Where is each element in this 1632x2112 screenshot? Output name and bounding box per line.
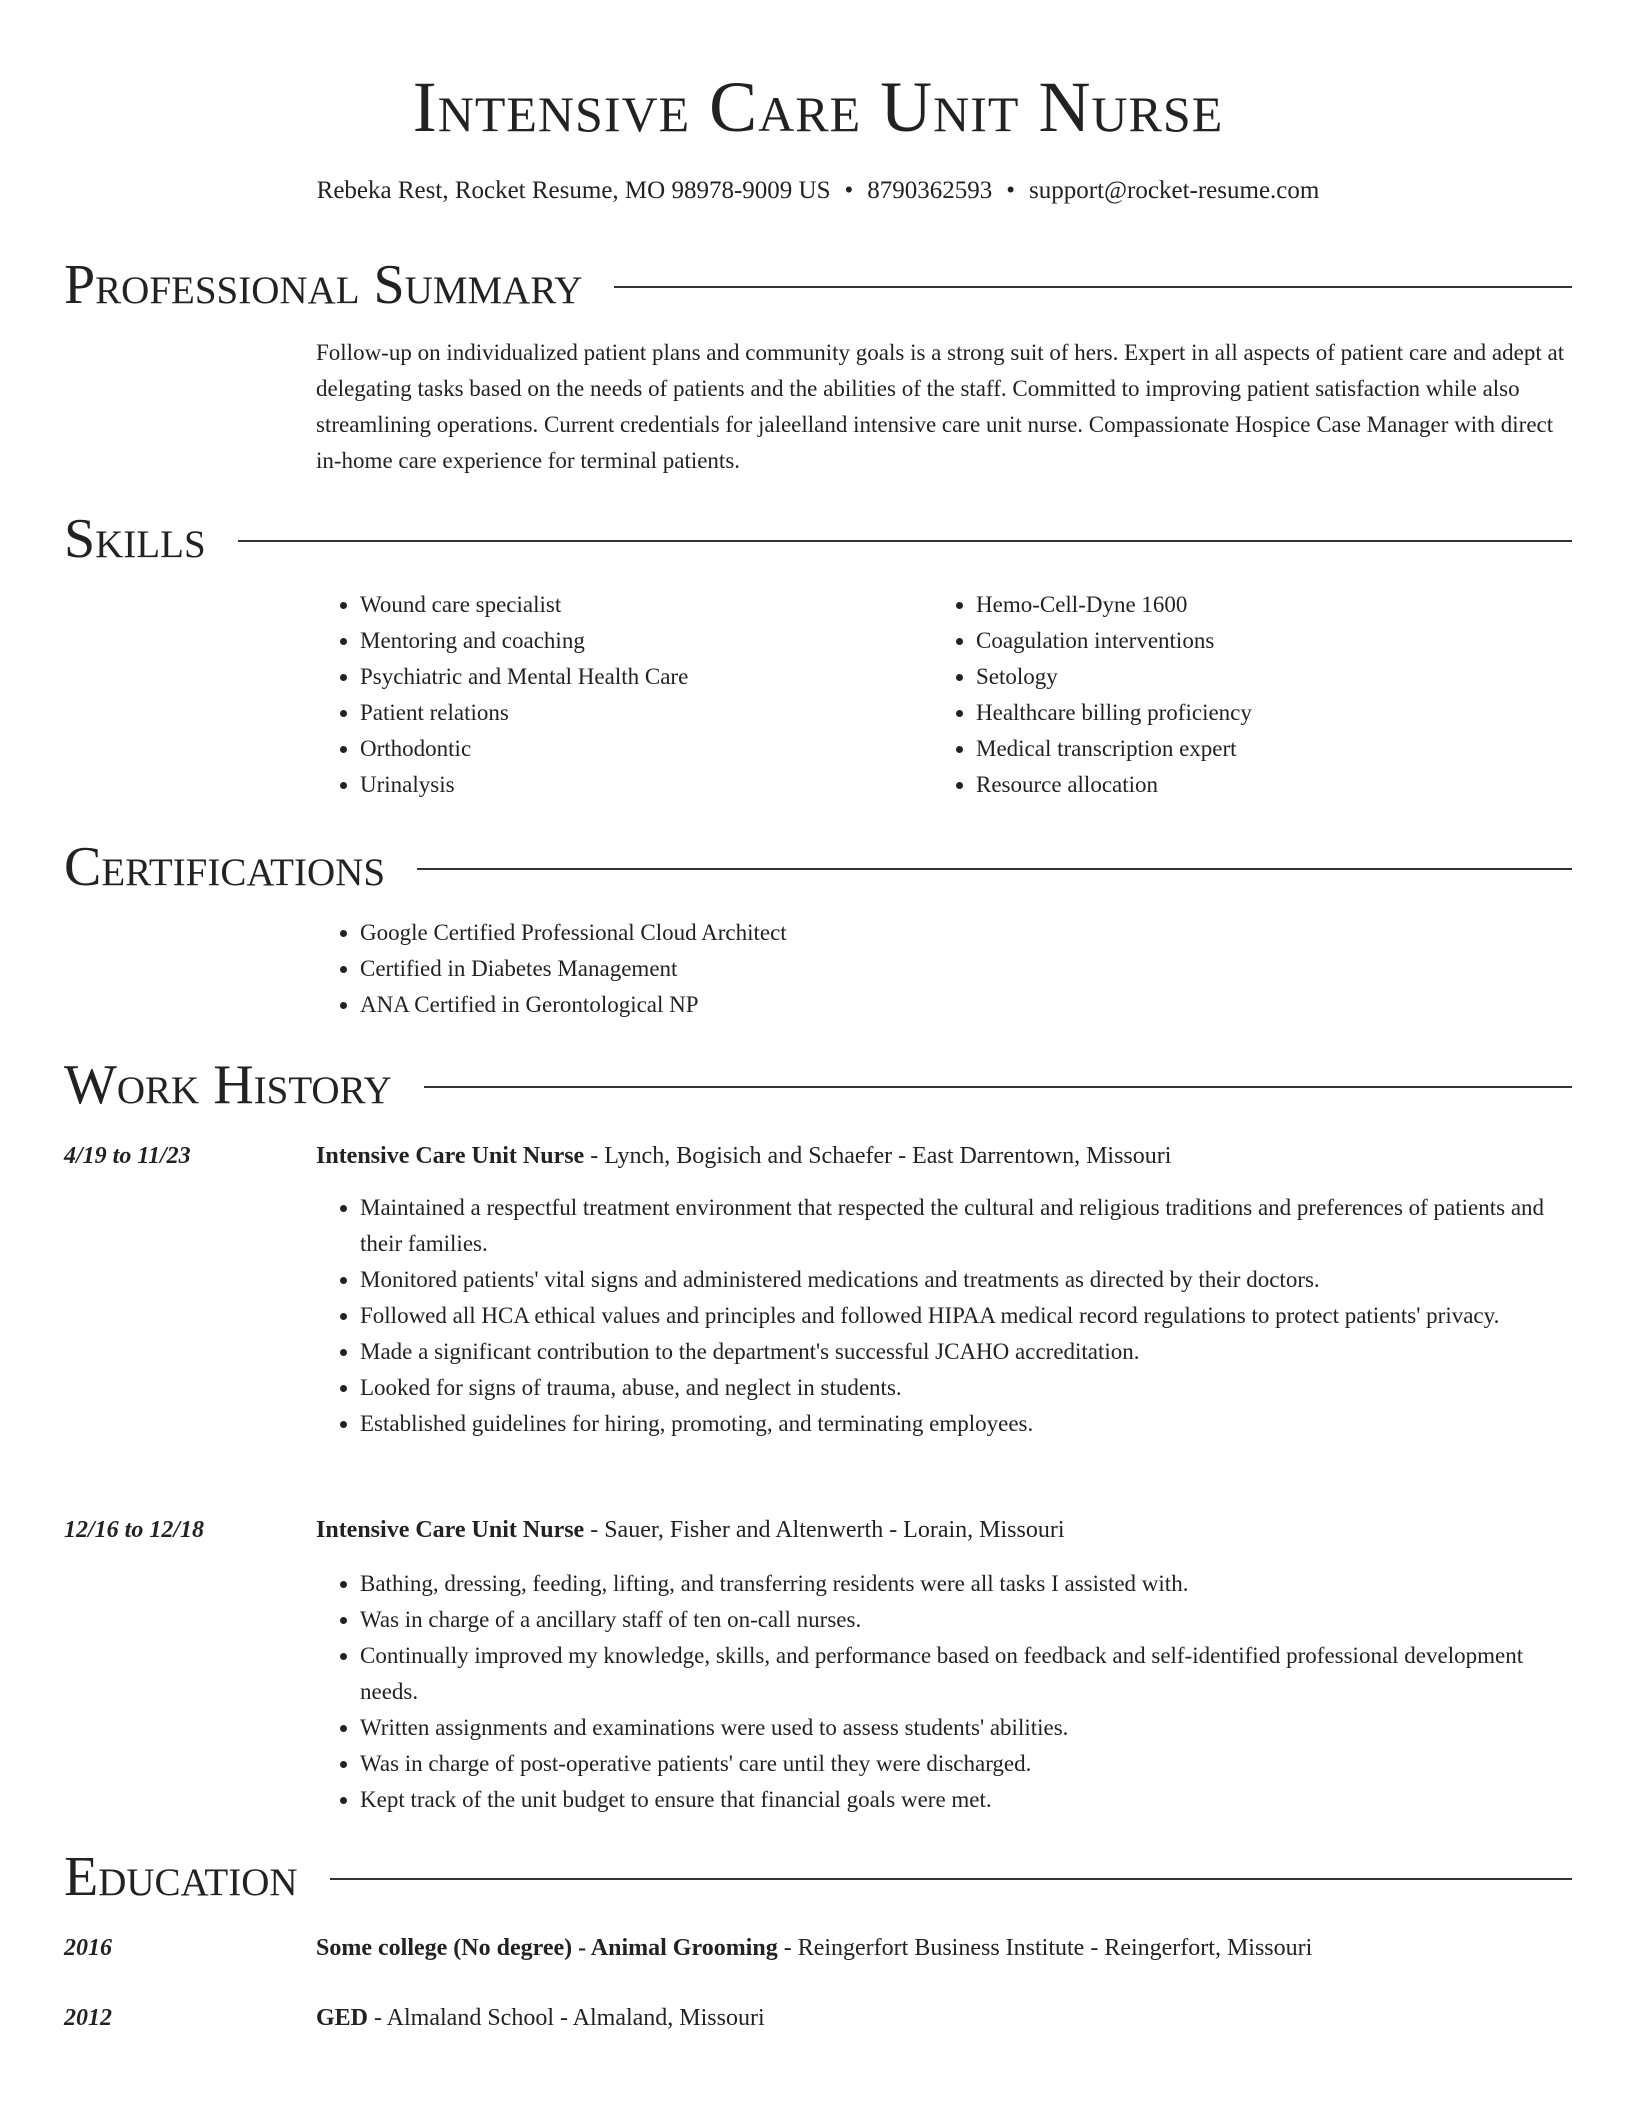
contact-separator: • <box>844 177 854 204</box>
section-title-education: Education <box>64 1846 298 1908</box>
job-duty-item: • Established guidelines for hiring, promoting, and terminating employees. <box>360 1406 1572 1442</box>
education-entry <box>316 2000 1572 2036</box>
contact-separator: • <box>1006 177 1016 204</box>
job-duties-list <box>316 1190 1572 1442</box>
section-title-work: Work History <box>64 1054 392 1116</box>
job-employer-location: - Lynch, Bogisich and Schaefer - East Darrentown, Missouri <box>584 1143 1172 1169</box>
certifications-list <box>316 915 1572 1023</box>
skill-item: • Hemo-Cell-Dyne 1600 <box>976 587 1532 623</box>
education-degree: GED <box>316 2005 369 2031</box>
section-title-skills: Skills <box>64 508 206 570</box>
certification-item: • Certified in Diabetes Management <box>360 951 1572 987</box>
skill-item: • Setology <box>976 659 1532 695</box>
skill-item: • Coagulation interventions <box>976 623 1532 659</box>
resume-title: Intensive Care Unit Nurse <box>412 67 1224 147</box>
section-divider <box>238 540 1572 542</box>
skill-item: • Medical transcription expert <box>976 731 1532 767</box>
job-duties <box>316 1190 1572 1442</box>
job-duty-item: • Made a significant contribution to the department's successful JCAHO accreditation. <box>360 1334 1572 1370</box>
skills-list-left <box>316 587 916 803</box>
section-title-summary: Professional Summary <box>64 254 583 316</box>
job-duty-item: • Bathing, dressing, feeding, lifting, and transferring residents were all tasks I assisted with. <box>360 1566 1572 1602</box>
skill-item: • Urinalysis <box>360 767 916 803</box>
job-dates: 4/19 to 11/23 <box>64 1143 191 1169</box>
section-header-education <box>64 1844 1572 1910</box>
job-dates: 12/16 to 12/18 <box>64 1517 205 1543</box>
contact-phone: 8790362593 <box>867 177 993 204</box>
job-duty-item: • Looked for signs of trauma, abuse, and neglect in students. <box>360 1370 1572 1406</box>
certification-item: • Google Certified Professional Cloud Architect <box>360 915 1572 951</box>
job-duty-item: • Was in charge of a ancillary staff of ten on-call nurses. <box>360 1602 1572 1638</box>
contact-address: Rebeka Rest, Rocket Resume, MO 98978-9009 US <box>316 177 831 204</box>
job-duties <box>316 1566 1572 1818</box>
job-duty-item: • Written assignments and examinations were used to assess students' abilities. <box>360 1710 1572 1746</box>
section-header-work <box>64 1052 1572 1118</box>
contact-line <box>64 174 1572 208</box>
section-header-summary <box>64 252 1572 318</box>
skill-item: • Resource allocation <box>976 767 1532 803</box>
education-school-location: - Reingerfort Business Institute - Reingerfort, Missouri <box>777 1935 1313 1961</box>
job-duty-item: • Monitored patients' vital signs and administered medications and treatments as directed by their doctors. <box>360 1262 1572 1298</box>
section-header-certifications <box>64 834 1572 900</box>
summary-text: Follow-up on individualized patient plans and community goals is a strong suit of hers. Expert in all aspects of patient care and adept at delegating tasks based on the needs of patients and the abilities of the staff. Committed to improving patient satisfaction while also streamlining operations. Current credentials for jaleelland intensive care unit nurse. Compassionate Hospice Case Manager with direct in-home care experience for terminal patients. <box>316 340 1565 473</box>
job-employer-location: - Sauer, Fisher and Altenwerth - Lorain, Missouri <box>584 1517 1065 1543</box>
section-header-skills <box>64 506 1572 572</box>
certification-item: • ANA Certified in Gerontological NP <box>360 987 1572 1023</box>
education-year: 2016 <box>64 1935 112 1961</box>
skills-column-left <box>316 587 916 803</box>
section-divider <box>417 868 1572 870</box>
job-duty-item: • Was in charge of post-operative patients' care until they were discharged. <box>360 1746 1572 1782</box>
skill-item: • Healthcare billing proficiency <box>976 695 1532 731</box>
education-year: 2012 <box>64 2005 112 2031</box>
skill-item: • Mentoring and coaching <box>360 623 916 659</box>
section-divider <box>330 1878 1572 1880</box>
job-duty-item: • Maintained a respectful treatment environment that respected the cultural and religious traditions and preferences of patients and their families. <box>360 1190 1572 1262</box>
job-duties-list <box>316 1566 1572 1818</box>
job-title: Intensive Care Unit Nurse <box>316 1517 585 1543</box>
skill-item: • Orthodontic <box>360 731 916 767</box>
section-divider <box>424 1086 1572 1088</box>
skill-item: • Wound care specialist <box>360 587 916 623</box>
job-title: Intensive Care Unit Nurse <box>316 1143 585 1169</box>
skills-column-right <box>932 587 1532 803</box>
job-duty-item: • Followed all HCA ethical values and principles and followed HIPAA medical record regulations to protect patients' privacy. <box>360 1298 1572 1334</box>
skills-list-right <box>932 587 1532 803</box>
education-entry <box>316 1930 1572 1966</box>
certifications-block <box>316 915 1572 1023</box>
skill-item: • Psychiatric and Mental Health Care <box>360 659 916 695</box>
skill-item: • Patient relations <box>360 695 916 731</box>
job-duty-item: • Kept track of the unit budget to ensure that financial goals were met. <box>360 1782 1572 1818</box>
contact-email: support@rocket-resume.com <box>1029 177 1320 204</box>
education-degree: Some college (No degree) - Animal Grooming <box>316 1935 778 1961</box>
job-duty-item: • Continually improved my knowledge, skills, and performance based on feedback and self-identified professional development needs. <box>360 1638 1572 1710</box>
job-header <box>316 1512 1572 1548</box>
section-title-certifications: Certifications <box>64 836 386 898</box>
job-header <box>316 1138 1572 1174</box>
education-school-location: - Almaland School - Almaland, Missouri <box>368 2005 765 2031</box>
section-divider <box>614 286 1572 288</box>
